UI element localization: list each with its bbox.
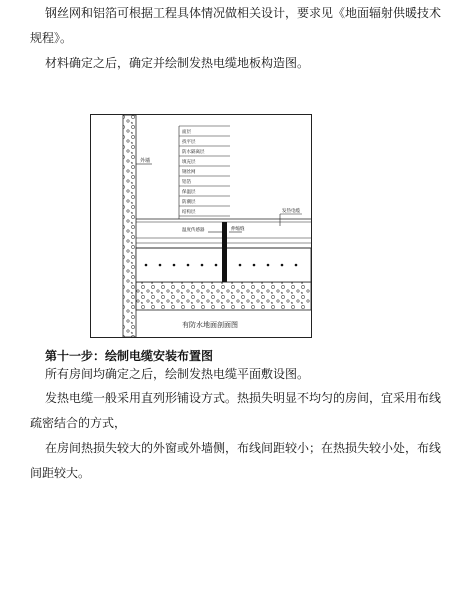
exterior-wall — [123, 115, 136, 337]
figure-caption: 有防水地面剖面图 — [182, 321, 238, 329]
layer-label: 铝箔 — [182, 180, 191, 185]
wall-label: 外墙 — [140, 158, 151, 164]
floor-construction-figure — [90, 114, 312, 338]
joint-label: 伸缩缝 — [231, 227, 245, 232]
paragraph-1-line-1: 钢丝网和铝箔可根据工程具体情况做相关设计，要求见《地面辐射供暖技术 — [45, 6, 442, 20]
sensor-label: 温度传感器 — [182, 228, 205, 233]
paragraph-2: 材料确定之后，确定并绘制发热电缆地板构造图。 — [45, 56, 310, 70]
layer-label: 防水隔离层 — [182, 150, 205, 155]
step-line-5: 间距较大。 — [30, 466, 91, 480]
step-title: 第十一步：绘制电缆安装布置图 — [45, 349, 214, 363]
step-line-1: 所有房间均确定之后，绘制发热电缆平面敷设图。 — [45, 367, 310, 381]
paragraph-1-line-2: 规程》。 — [30, 31, 73, 45]
layer-label: 填充层 — [182, 160, 196, 165]
layer-labels — [182, 128, 205, 215]
expansion-joint — [222, 222, 227, 282]
layer-label: 面层 — [182, 130, 191, 135]
step-line-2: 发热电缆一般采用直列形铺设方式。热损失明显不均匀的房间，宜采用布线 — [45, 391, 442, 405]
layer-label: 保温层 — [182, 190, 196, 195]
step-line-4: 在房间热损失较大的外窗或外墙侧，布线间距较小；在热损失较小处，布线 — [45, 441, 442, 455]
step-line-3: 疏密结合的方式， — [30, 416, 127, 430]
layer-label: 钢丝网 — [182, 170, 196, 175]
cable-label: 发热电缆 — [282, 209, 300, 214]
layer-label: 结构层 — [182, 210, 196, 215]
structural-slab — [136, 282, 311, 310]
layer-label: 防潮层 — [182, 200, 196, 205]
layer-label: 找平层 — [182, 140, 196, 145]
